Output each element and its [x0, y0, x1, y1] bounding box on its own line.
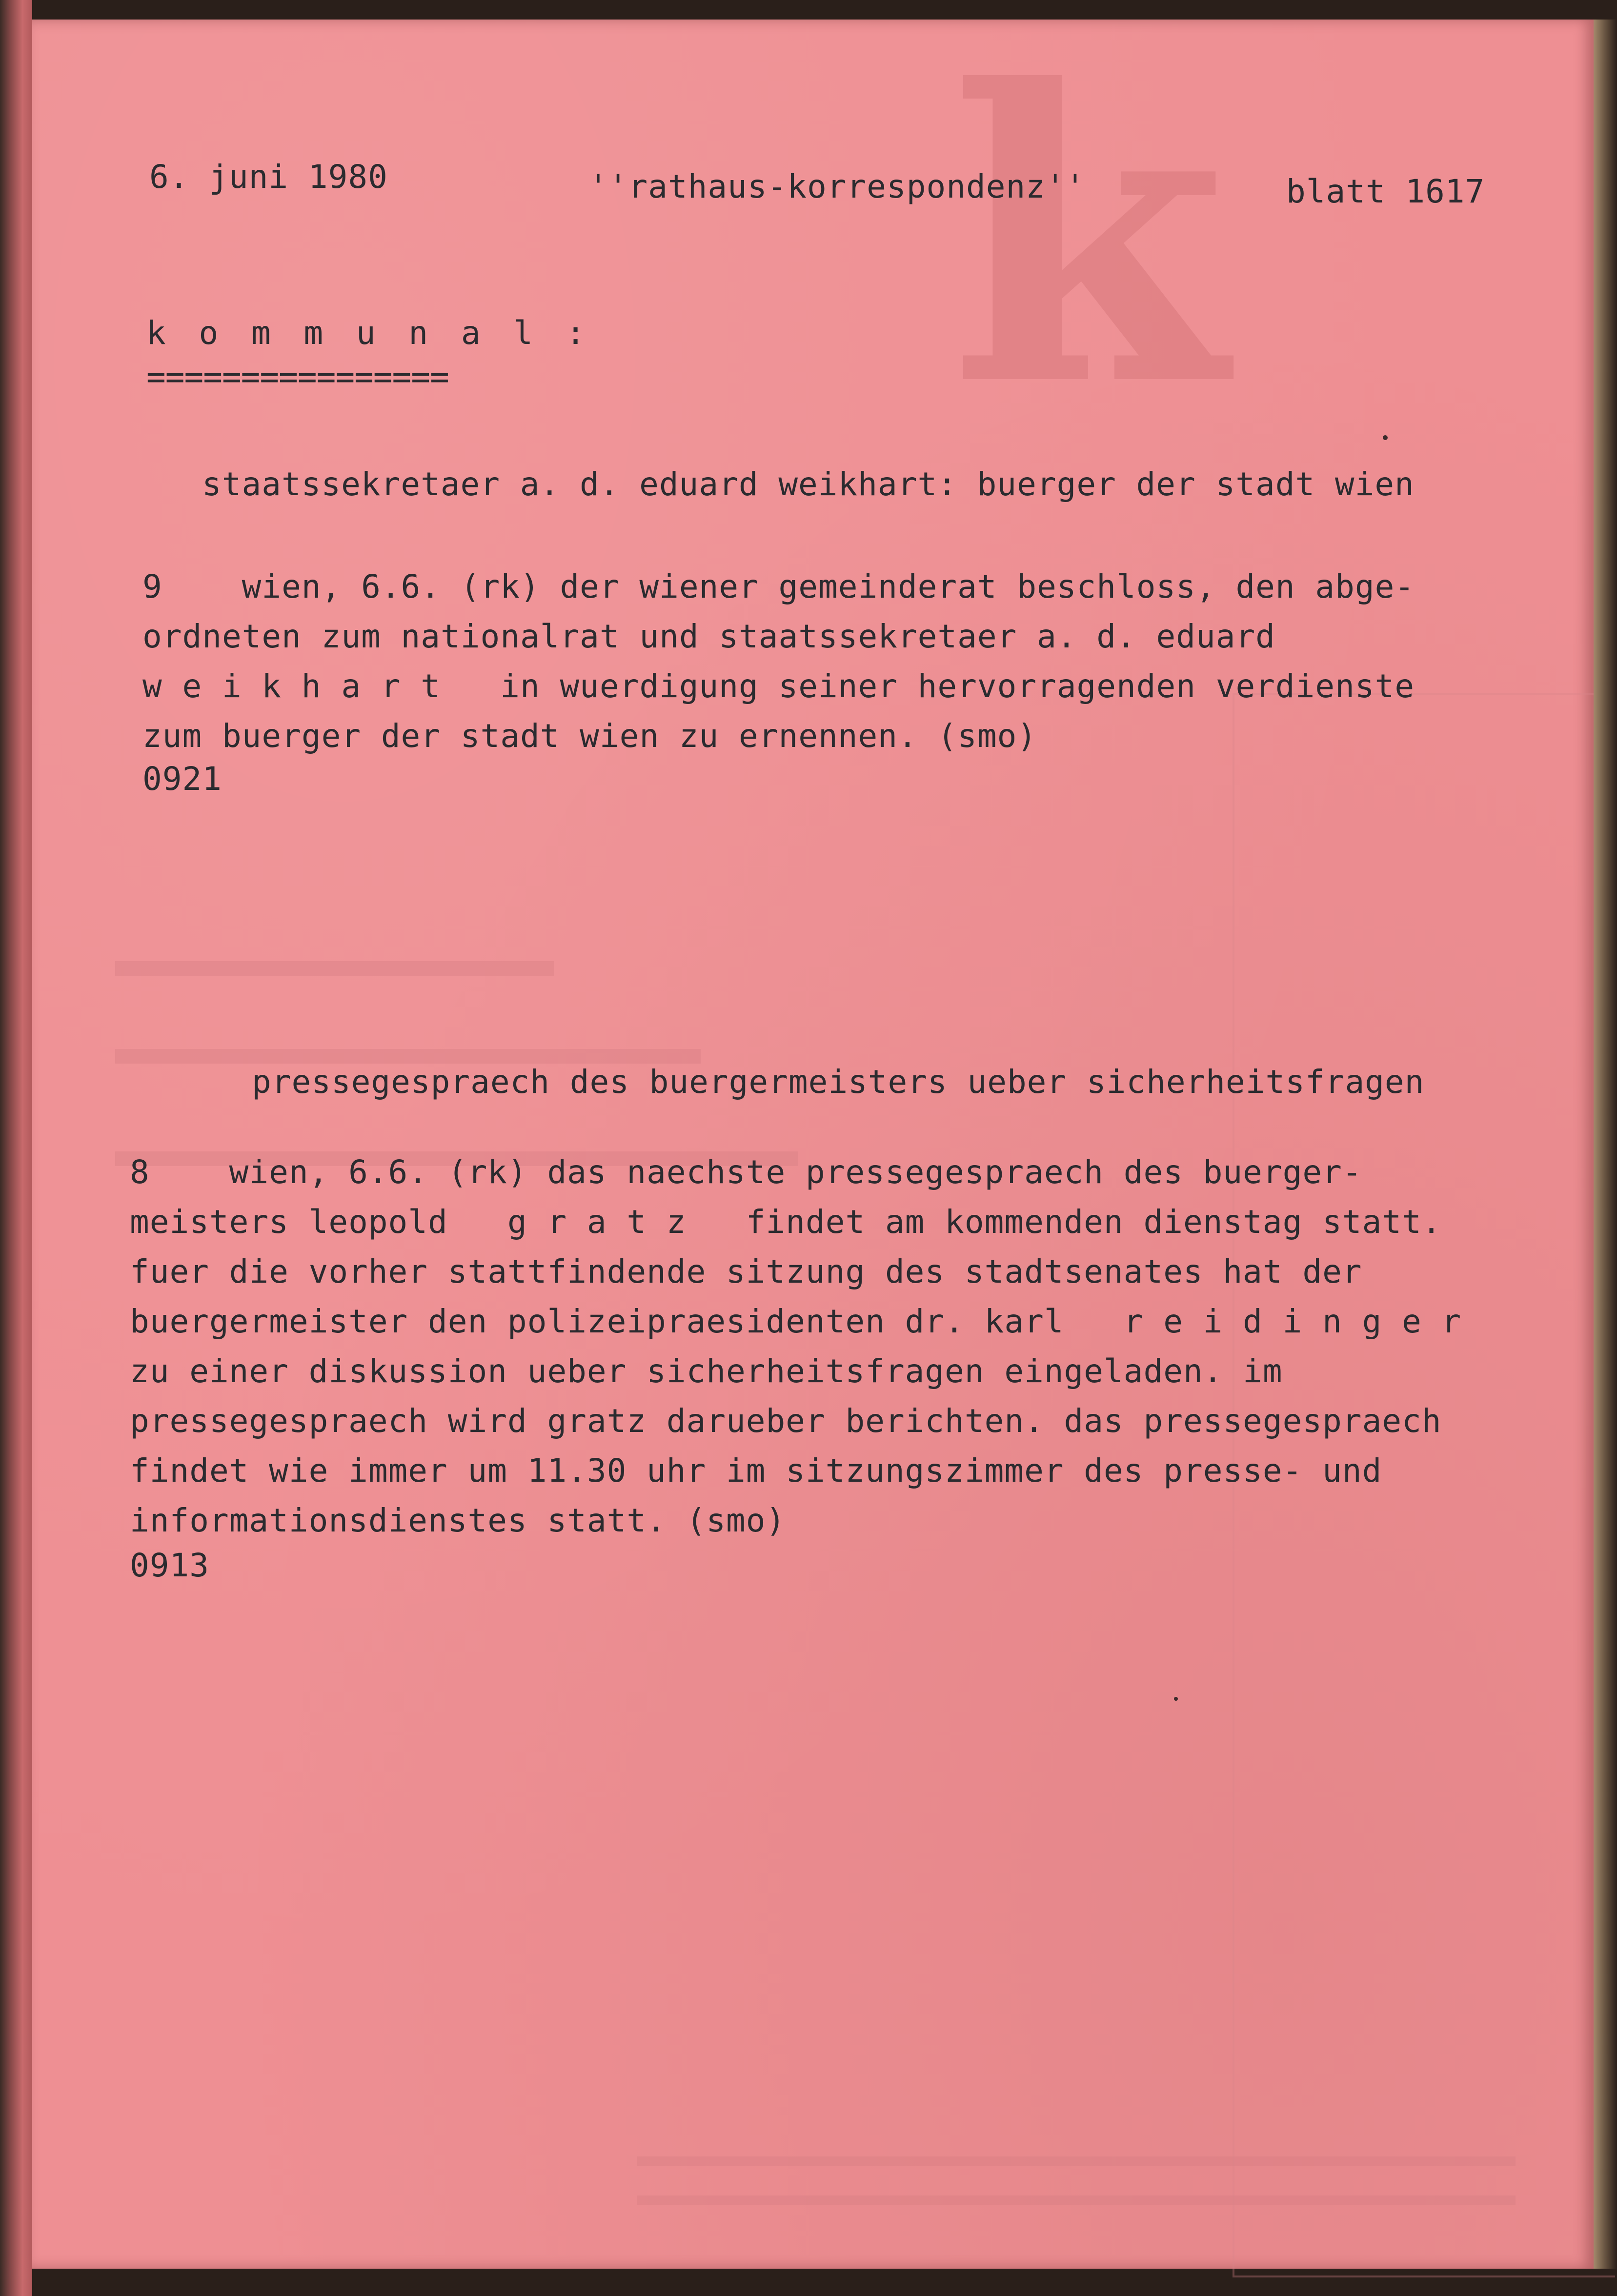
article-1-line: w e i k h a r t in wuerdigung seiner hervorragenden verdienste [142, 667, 1415, 705]
binding-spine [0, 0, 32, 2296]
article-1-headline: staatssekretaer a. d. eduard weikhart: buerger der stadt wien [202, 465, 1415, 503]
header-date: 6. juni 1980 [149, 158, 388, 196]
article-2-line: zu einer diskussion ueber sicherheitsfragen eingeladen. im [130, 1352, 1283, 1390]
header-sheet-number: blatt 1617 [1286, 173, 1485, 210]
article-1-line: ordneten zum nationalrat und staatssekretaer a. d. eduard [142, 618, 1275, 655]
show-through-line [115, 1049, 701, 1064]
ink-dot [1174, 1697, 1178, 1701]
article-1-line: 9 wien, 6.6. (rk) der wiener gemeinderat beschloss, den abge- [142, 568, 1415, 605]
article-2-line: meisters leopold g r a t z findet am kommenden dienstag statt. [130, 1203, 1442, 1241]
section-underline: ================ [146, 358, 449, 396]
article-2-line: buergermeister den polizeipraesidenten dr. karl r e i d i n g e r [130, 1303, 1462, 1340]
article-2-line: fuer die vorher stattfindende sitzung des stadtsenates hat der [130, 1253, 1362, 1290]
show-through-logo: k [950, 4, 1227, 474]
section-title: k o m m u n a l : [146, 314, 592, 352]
article-2-line: informationsdienstes statt. (smo) [130, 1502, 786, 1539]
article-2-headline: pressegespraech des buergermeisters ueber sicherheitsfragen [252, 1063, 1425, 1101]
article-1-line: zum buerger der stadt wien zu ernennen. (smo) [142, 717, 1037, 755]
article-2-line: 8 wien, 6.6. (rk) das naechste pressegespraech des buerger- [130, 1153, 1362, 1191]
article-1-code: 0921 [142, 760, 222, 798]
article-2-line: findet wie immer um 11.30 uhr im sitzungszimmer des presse- und [130, 1452, 1382, 1490]
show-through-line [115, 961, 554, 976]
document-page [32, 4, 1594, 2269]
article-2-code: 0913 [130, 1547, 209, 1584]
header-publication: ''rathaus-korrespondenz'' [588, 168, 1086, 205]
page-right-edge [1594, 20, 1617, 2269]
article-2-line: pressegespraech wird gratz darueber berichten. das pressegespraech [130, 1402, 1442, 1440]
ink-dot [1383, 435, 1388, 440]
